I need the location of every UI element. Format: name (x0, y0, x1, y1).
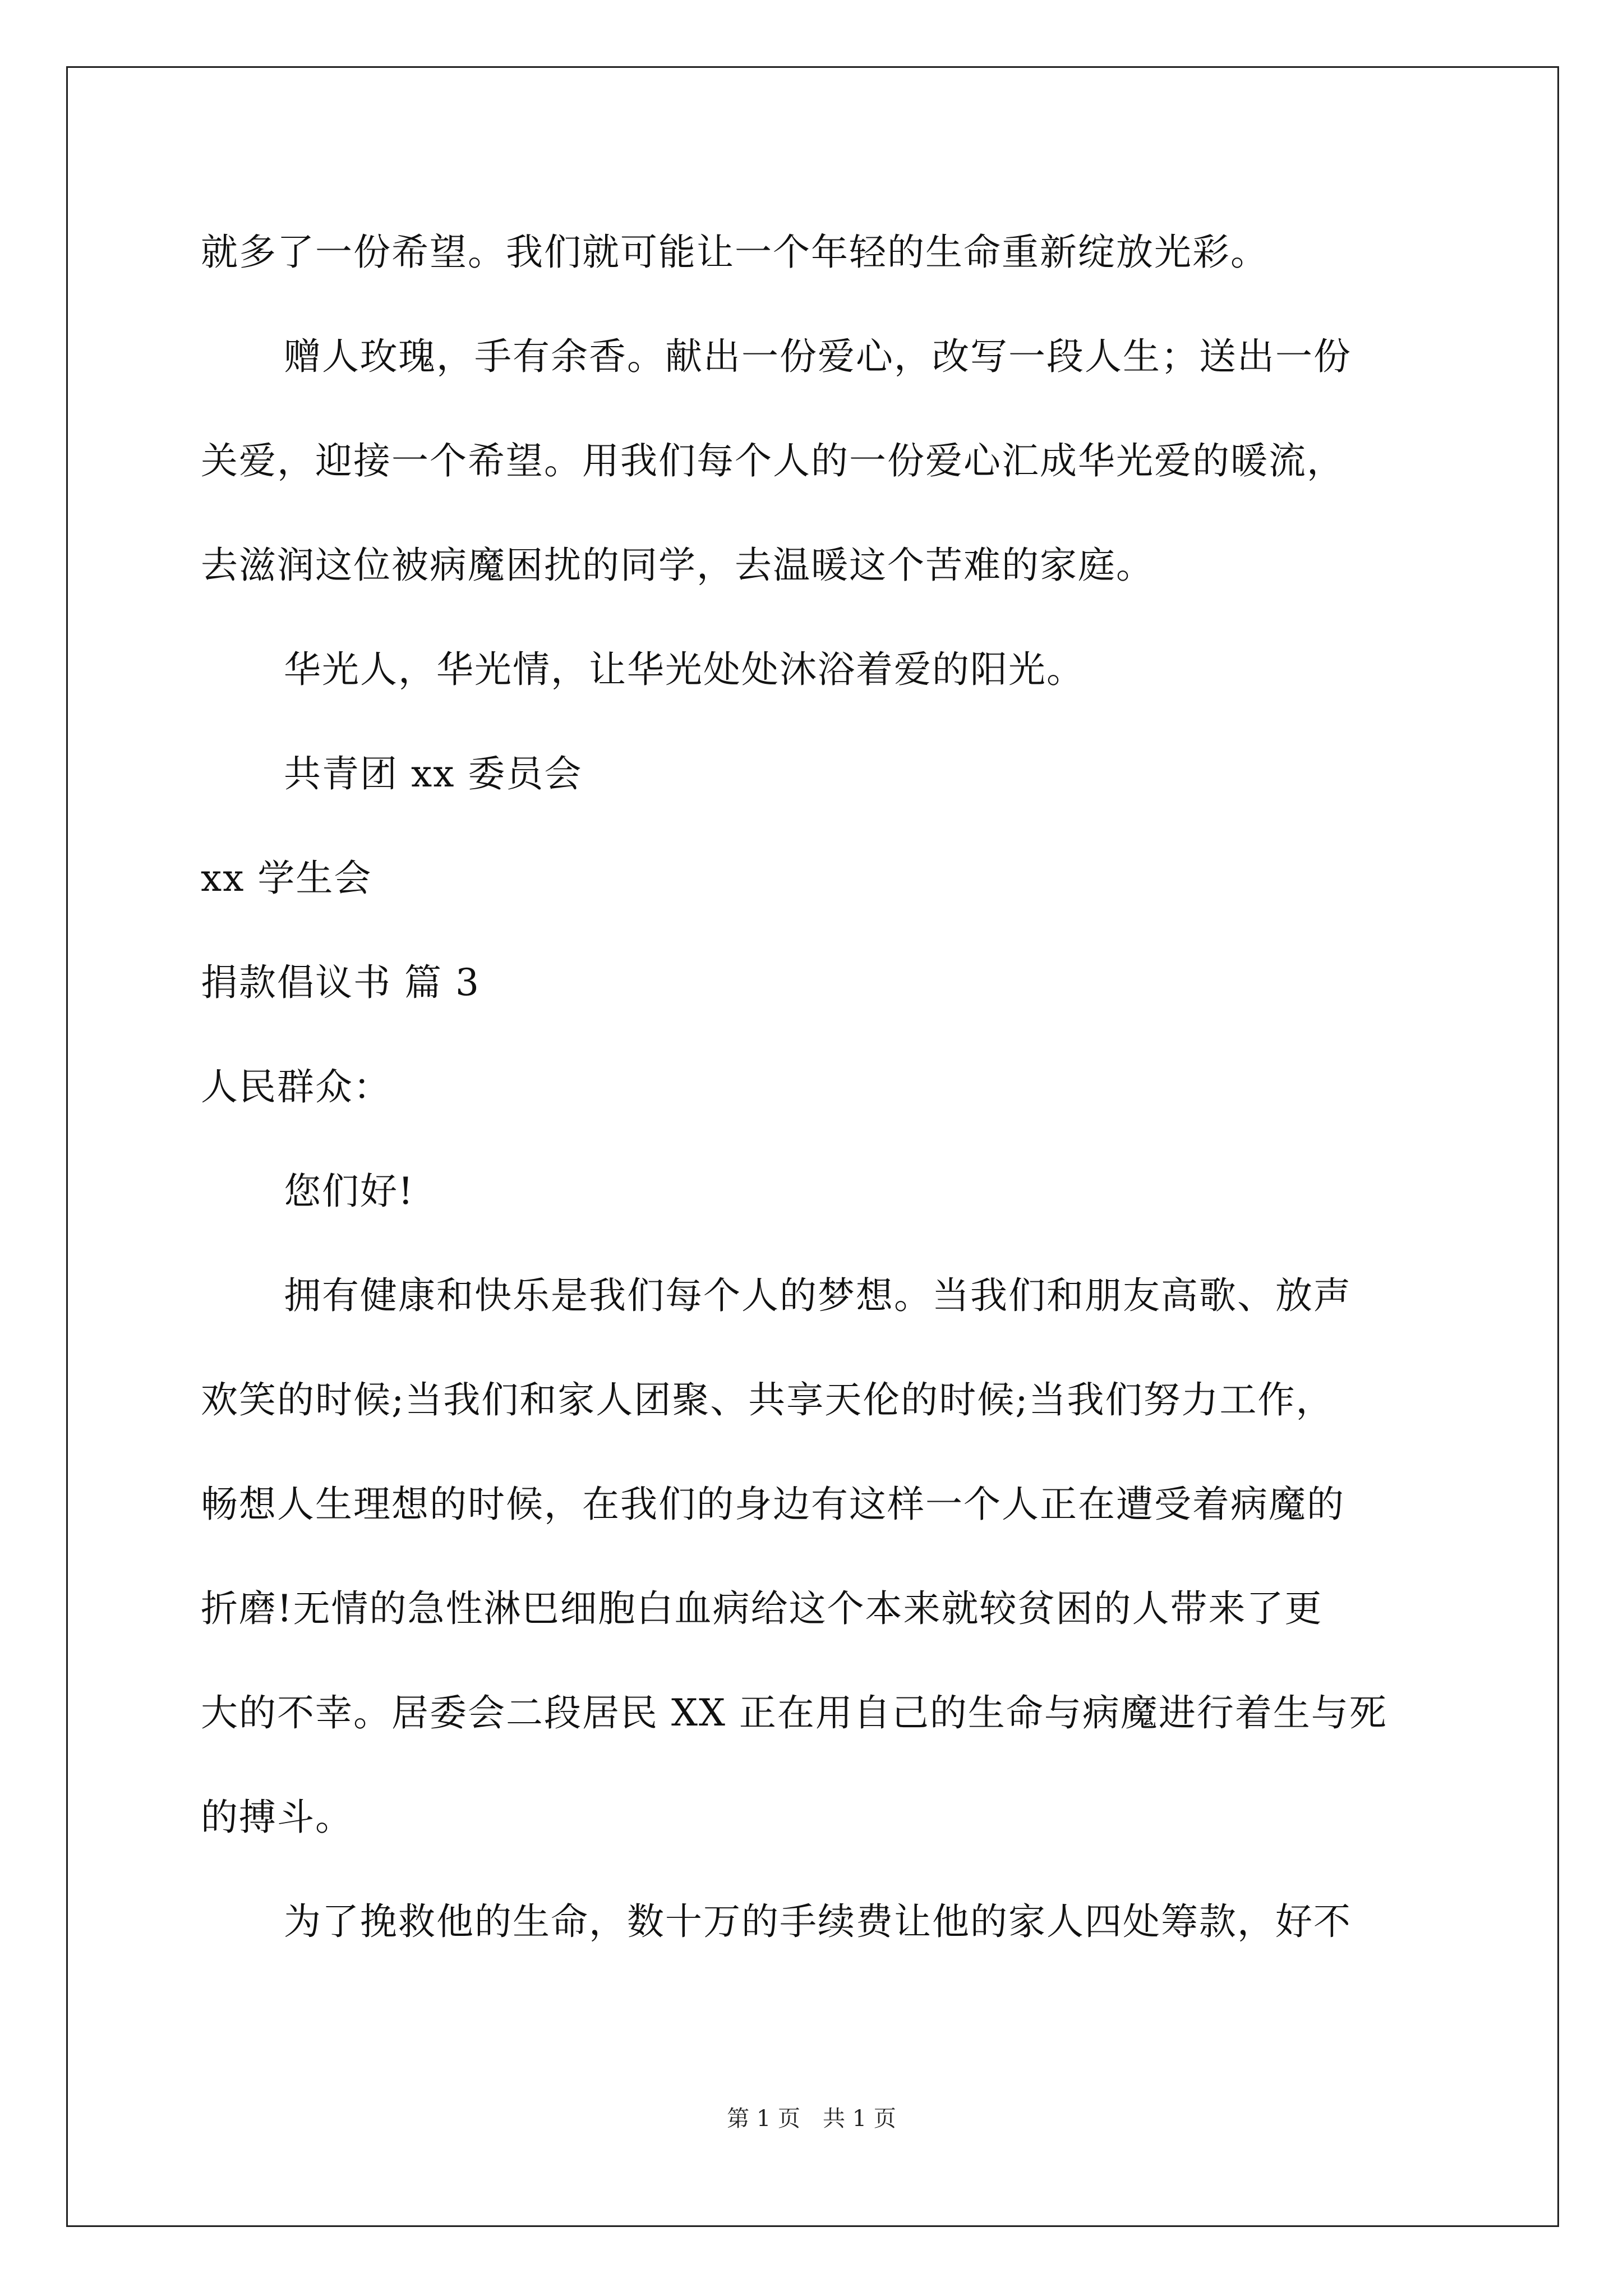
text-line: 欢笑的时候;当我们和家人团聚、共享天伦的时候;当我们努力工作， (201, 1378, 1334, 1421)
text-line: 折磨!无情的急性淋巴细胞白血病给这个本来就较贫困的人带来了更 (201, 1587, 1323, 1630)
paragraph-line: 赠人玫瑰，手有余香。献出一份爱心，改写一段人生；送出一份 (284, 335, 1352, 378)
salutation: 人民群众： (201, 1065, 391, 1108)
text-line: 就多了一份希望。我们就可能让一个年轻的生命重新绽放光彩。 (201, 231, 1269, 274)
paragraph-line: 拥有健康和快乐是我们每个人的梦想。当我们和朋友高歌、放声 (284, 1274, 1352, 1317)
paragraph-line: 为了挽救他的生命，数十万的手续费让他的家人四处筹款，好不 (284, 1900, 1352, 1943)
section-heading: 捐款倡议书 篇 3 (201, 961, 480, 1004)
text-line: 的搏斗。 (201, 1796, 353, 1839)
text-line: 大的不幸。居委会二段居民 XX 正在用自己的生命与病魔进行着生与死 (201, 1691, 1387, 1734)
text-line: 畅想人生理想的时候，在我们的身边有这样一个人正在遭受着病魔的 (201, 1483, 1345, 1526)
paragraph-line: 华光人，华光情，让华光处处沐浴着爱的阳光。 (284, 648, 1085, 691)
signature-line: xx 学生会 (201, 857, 372, 900)
page-number-footer: 第 1 页 共 1 页 (727, 2106, 896, 2132)
signature-line: 共青团 xx 委员会 (284, 752, 583, 795)
text-line: 去滋润这位被病魔困扰的同学，去温暖这个苦难的家庭。 (201, 544, 1154, 587)
text-line: 关爱，迎接一个希望。用我们每个人的一份爱心汇成华光爱的暖流， (201, 439, 1345, 482)
greeting: 您们好! (284, 1170, 414, 1213)
